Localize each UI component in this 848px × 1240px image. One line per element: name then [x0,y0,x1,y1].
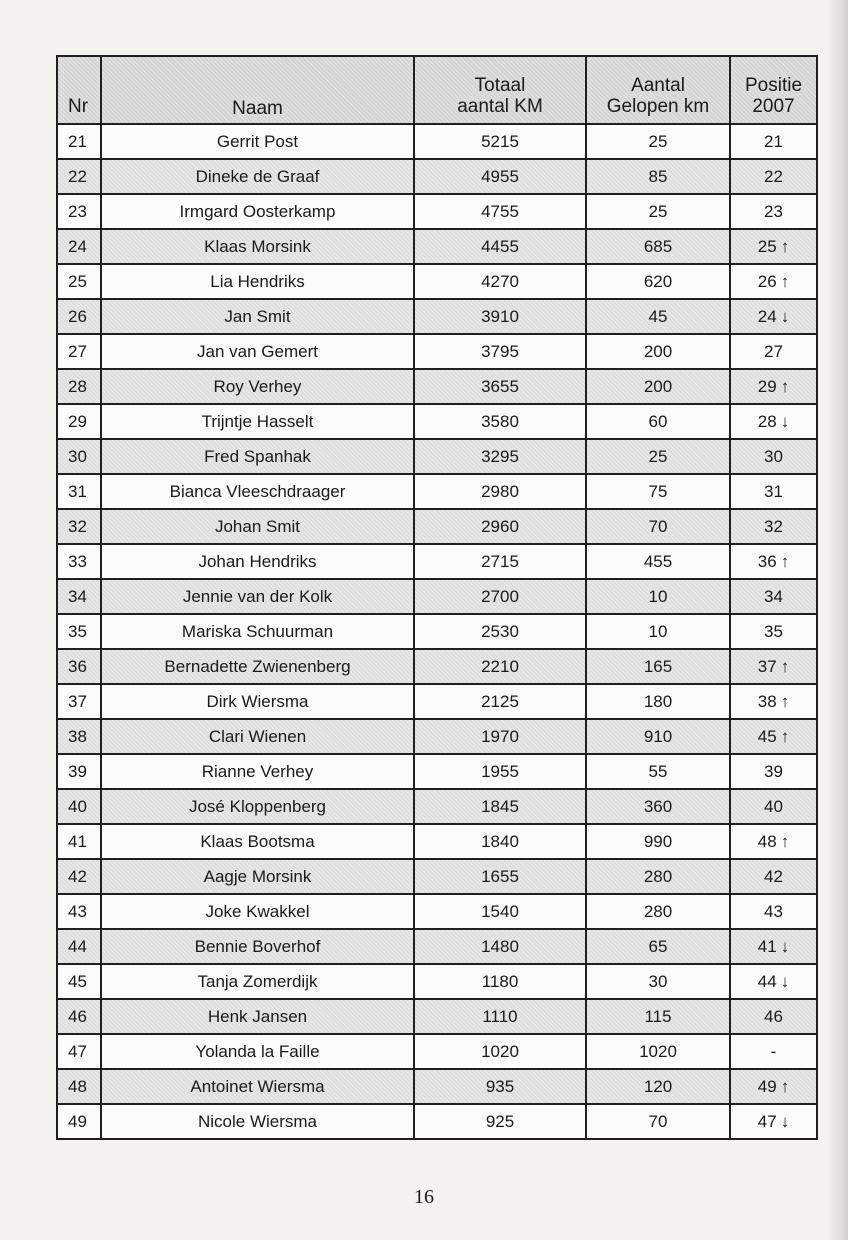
cell-nr: 31 [57,474,101,509]
header-nr: Nr [57,56,101,124]
cell-nr: 24 [57,229,101,264]
positie-value: 40 [764,796,783,816]
cell-totaal: 2700 [414,579,586,614]
positie-value: 49 [757,1076,777,1096]
header-totaal-line2: aantal KM [457,96,543,117]
cell-totaal: 3655 [414,369,586,404]
table-row [57,579,817,614]
cell-totaal: 2530 [414,614,586,649]
table-row [57,334,817,369]
cell-gelopen: 620 [586,264,730,299]
table-row [57,719,817,754]
positie-value: 38 [757,691,777,711]
cell-naam: Dirk Wiersma [101,684,414,719]
cell-gelopen: 115 [586,999,730,1034]
cell-totaal: 3295 [414,439,586,474]
cell-gelopen: 910 [586,719,730,754]
table-row [57,229,817,264]
page-edge [826,0,848,1240]
cell-totaal: 935 [414,1069,586,1104]
table-row [57,439,817,474]
cell-gelopen: 25 [586,194,730,229]
header-gelopen-line2: Gelopen km [606,96,710,117]
positie-value: - [770,1041,777,1061]
cell-naam: Klaas Morsink [101,229,414,264]
header-totaal [414,56,586,124]
table-row [57,964,817,999]
cell-nr: 28 [57,369,101,404]
cell-totaal: 5215 [414,124,586,159]
cell-naam: Bernadette Zwienenberg [101,649,414,684]
positie-value: 41 [757,936,777,956]
cell-positie [730,474,817,509]
cell-nr: 23 [57,194,101,229]
cell-totaal: 1840 [414,824,586,859]
positie-value: 47 [757,1111,777,1131]
cell-naam: Antoinet Wiersma [101,1069,414,1104]
cell-positie [730,1104,817,1139]
table-row [57,544,817,579]
cell-gelopen: 280 [586,894,730,929]
header-gelopen-line1: Aantal [631,75,685,96]
cell-totaal: 925 [414,1104,586,1139]
cell-nr: 25 [57,264,101,299]
header-totaal-line1: Totaal [474,75,526,96]
cell-totaal: 4755 [414,194,586,229]
cell-positie [730,929,817,964]
cell-naam: José Kloppenberg [101,789,414,824]
arrow-up-icon: ↑ [780,551,790,571]
cell-gelopen: 165 [586,649,730,684]
cell-totaal: 1955 [414,754,586,789]
cell-gelopen: 75 [586,474,730,509]
cell-naam: Trijntje Hasselt [101,404,414,439]
cell-positie [730,649,817,684]
positie-value: 23 [764,201,783,221]
ranking-table [56,55,818,1140]
cell-positie [730,229,817,264]
cell-nr: 37 [57,684,101,719]
cell-naam: Nicole Wiersma [101,1104,414,1139]
positie-value: 35 [764,621,783,641]
cell-nr: 42 [57,859,101,894]
cell-gelopen: 1020 [586,1034,730,1069]
positie-value: 48 [757,831,777,851]
cell-naam: Johan Hendriks [101,544,414,579]
cell-nr: 46 [57,999,101,1034]
cell-naam: Yolanda la Faille [101,1034,414,1069]
cell-positie [730,999,817,1034]
arrow-down-icon: ↓ [780,411,790,431]
table-row [57,894,817,929]
cell-gelopen: 360 [586,789,730,824]
cell-positie [730,404,817,439]
cell-nr: 38 [57,719,101,754]
cell-nr: 35 [57,614,101,649]
header-positie [730,56,817,124]
cell-positie [730,684,817,719]
cell-gelopen: 120 [586,1069,730,1104]
table-row [57,684,817,719]
cell-naam: Jan van Gemert [101,334,414,369]
cell-naam: Johan Smit [101,509,414,544]
arrow-up-icon: ↑ [780,271,790,291]
cell-gelopen: 200 [586,334,730,369]
header-positie-line2: 2007 [752,96,795,117]
cell-positie [730,369,817,404]
cell-gelopen: 25 [586,124,730,159]
table-row [57,754,817,789]
table-row [57,509,817,544]
cell-positie [730,754,817,789]
cell-naam: Mariska Schuurman [101,614,414,649]
arrow-up-icon: ↑ [780,726,790,746]
cell-nr: 30 [57,439,101,474]
table-row [57,1104,817,1139]
cell-positie [730,859,817,894]
cell-nr: 47 [57,1034,101,1069]
cell-gelopen: 30 [586,964,730,999]
cell-naam: Henk Jansen [101,999,414,1034]
cell-naam: Aagje Morsink [101,859,414,894]
cell-naam: Bennie Boverhof [101,929,414,964]
table-row [57,404,817,439]
cell-nr: 33 [57,544,101,579]
positie-value: 34 [764,586,783,606]
cell-totaal: 4955 [414,159,586,194]
positie-value: 42 [764,866,783,886]
positie-value: 25 [757,236,777,256]
positie-value: 39 [764,761,783,781]
cell-gelopen: 990 [586,824,730,859]
cell-totaal: 3795 [414,334,586,369]
cell-naam: Roy Verhey [101,369,414,404]
cell-naam: Dineke de Graaf [101,159,414,194]
cell-totaal: 4270 [414,264,586,299]
cell-naam: Clari Wienen [101,719,414,754]
positie-value: 22 [764,166,783,186]
cell-gelopen: 65 [586,929,730,964]
cell-gelopen: 200 [586,369,730,404]
header-naam: Naam [101,56,414,124]
cell-nr: 45 [57,964,101,999]
positie-value: 29 [757,376,777,396]
cell-gelopen: 280 [586,859,730,894]
cell-naam: Tanja Zomerdijk [101,964,414,999]
cell-positie [730,264,817,299]
cell-nr: 43 [57,894,101,929]
table-row [57,789,817,824]
cell-totaal: 1845 [414,789,586,824]
cell-naam: Joke Kwakkel [101,894,414,929]
cell-gelopen: 85 [586,159,730,194]
positie-value: 46 [764,1006,783,1026]
cell-gelopen: 55 [586,754,730,789]
table-row [57,159,817,194]
cell-positie [730,334,817,369]
table-row [57,929,817,964]
cell-totaal: 2960 [414,509,586,544]
cell-nr: 48 [57,1069,101,1104]
cell-positie [730,439,817,474]
cell-naam: Bianca Vleeschdraager [101,474,414,509]
cell-gelopen: 45 [586,299,730,334]
cell-nr: 41 [57,824,101,859]
cell-nr: 39 [57,754,101,789]
cell-positie [730,1034,817,1069]
cell-totaal: 1480 [414,929,586,964]
cell-nr: 29 [57,404,101,439]
cell-totaal: 1655 [414,859,586,894]
cell-nr: 26 [57,299,101,334]
cell-totaal: 1180 [414,964,586,999]
cell-naam: Klaas Bootsma [101,824,414,859]
cell-totaal: 2210 [414,649,586,684]
cell-nr: 36 [57,649,101,684]
cell-positie [730,614,817,649]
cell-nr: 22 [57,159,101,194]
cell-gelopen: 685 [586,229,730,264]
table-row [57,264,817,299]
positie-value: 32 [764,516,783,536]
page-number: 16 [414,1186,434,1208]
table-row [57,824,817,859]
arrow-up-icon: ↑ [780,236,790,256]
positie-value: 30 [764,446,783,466]
cell-naam: Fred Spanhak [101,439,414,474]
cell-totaal: 4455 [414,229,586,264]
cell-nr: 21 [57,124,101,159]
table-row [57,1069,817,1104]
cell-naam: Gerrit Post [101,124,414,159]
positie-value: 44 [757,971,777,991]
table-row [57,859,817,894]
table-row [57,194,817,229]
cell-gelopen: 70 [586,1104,730,1139]
cell-naam: Rianne Verhey [101,754,414,789]
cell-totaal: 1110 [414,999,586,1034]
cell-naam: Irmgard Oosterkamp [101,194,414,229]
cell-gelopen: 10 [586,614,730,649]
cell-totaal: 3910 [414,299,586,334]
table-row [57,614,817,649]
cell-gelopen: 25 [586,439,730,474]
cell-nr: 27 [57,334,101,369]
cell-positie [730,719,817,754]
cell-nr: 34 [57,579,101,614]
cell-totaal: 1540 [414,894,586,929]
cell-positie [730,299,817,334]
cell-positie [730,509,817,544]
cell-positie [730,1069,817,1104]
positie-value: 28 [757,411,777,431]
cell-positie [730,789,817,824]
arrow-up-icon: ↑ [780,691,790,711]
header-gelopen [586,56,730,124]
cell-totaal: 1020 [414,1034,586,1069]
table-row [57,1034,817,1069]
cell-nr: 32 [57,509,101,544]
cell-nr: 49 [57,1104,101,1139]
cell-positie [730,159,817,194]
cell-totaal: 2980 [414,474,586,509]
cell-positie [730,194,817,229]
table-row [57,299,817,334]
cell-naam: Jennie van der Kolk [101,579,414,614]
positie-value: 24 [757,306,777,326]
arrow-down-icon: ↓ [780,971,790,991]
table-row [57,474,817,509]
header-row [57,56,817,124]
cell-positie [730,964,817,999]
cell-gelopen: 10 [586,579,730,614]
positie-value: 45 [757,726,777,746]
table-row [57,649,817,684]
cell-gelopen: 180 [586,684,730,719]
positie-value: 36 [757,551,777,571]
cell-naam: Lia Hendriks [101,264,414,299]
table-row [57,999,817,1034]
table-row [57,369,817,404]
cell-positie [730,894,817,929]
arrow-up-icon: ↑ [780,1076,790,1096]
positie-value: 27 [764,341,783,361]
header-positie-line1: Positie [744,75,803,96]
cell-positie [730,824,817,859]
cell-positie [730,124,817,159]
cell-gelopen: 455 [586,544,730,579]
cell-gelopen: 60 [586,404,730,439]
arrow-up-icon: ↑ [780,831,790,851]
arrow-up-icon: ↑ [780,376,790,396]
cell-gelopen: 70 [586,509,730,544]
arrow-down-icon: ↓ [780,1111,790,1131]
cell-nr: 44 [57,929,101,964]
cell-totaal: 2125 [414,684,586,719]
positie-value: 26 [757,271,777,291]
table-row [57,124,817,159]
cell-positie [730,579,817,614]
cell-positie [730,544,817,579]
positie-value: 43 [764,901,783,921]
cell-totaal: 3580 [414,404,586,439]
arrow-down-icon: ↓ [780,936,790,956]
cell-naam: Jan Smit [101,299,414,334]
cell-totaal: 2715 [414,544,586,579]
positie-value: 31 [764,481,783,501]
cell-nr: 40 [57,789,101,824]
positie-value: 21 [764,131,783,151]
cell-totaal: 1970 [414,719,586,754]
positie-value: 37 [757,656,777,676]
arrow-up-icon: ↑ [780,656,790,676]
arrow-down-icon: ↓ [780,306,790,326]
